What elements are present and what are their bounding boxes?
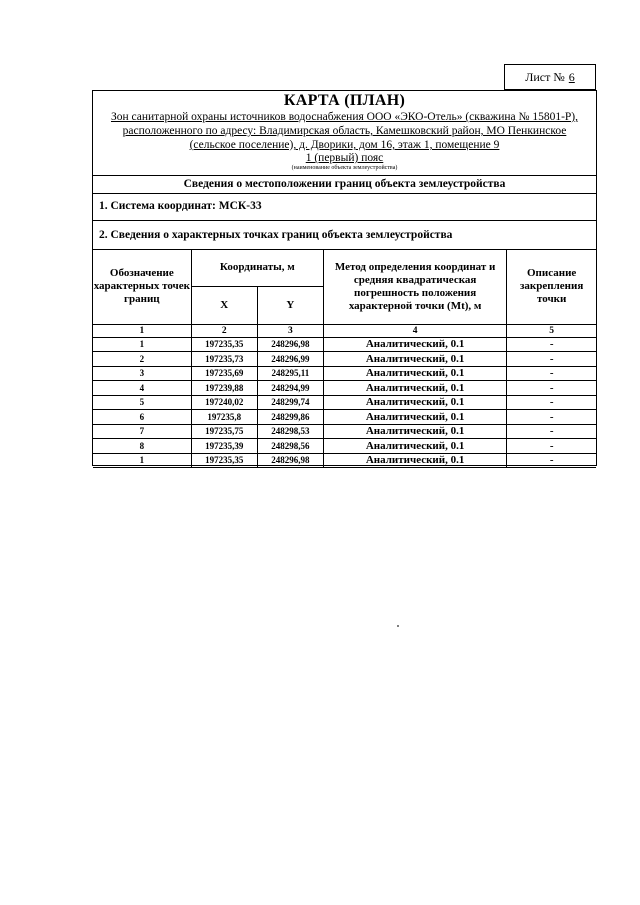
column-number-row — [93, 324, 596, 337]
document-title: КАРТА (ПЛАН) — [283, 92, 406, 109]
table-row — [93, 395, 596, 410]
point-cell: 2 — [93, 352, 191, 367]
method-cell: Аналитический, 0.1 — [323, 410, 506, 425]
method-cell: Аналитический, 0.1 — [323, 424, 506, 439]
description-cell: - — [507, 410, 596, 425]
column-number: 2 — [191, 324, 257, 337]
object-description: Зон санитарной охраны источников водоснабжения ООО «ЭКО-Отель» (скважина № 15801-Р), расположенного по адресу: Владимирская область, Камешковский район, МО Пенкинское (сельское поселение), д. Дворики, дом 16, этаж 1, помещение 9 — [110, 111, 579, 151]
title-block — [93, 91, 596, 176]
header-coords: Координаты, м — [191, 250, 323, 286]
point-cell: 5 — [93, 395, 191, 410]
point-cell: 1 — [93, 337, 191, 352]
zone-caption: (наименование объекта землеустройства) — [291, 165, 398, 171]
description-cell: - — [507, 424, 596, 439]
column-number: 5 — [507, 324, 596, 337]
x-cell: 197235,73 — [191, 352, 257, 367]
sheet-number: 6 — [568, 69, 575, 84]
table-row — [93, 381, 596, 396]
method-cell: Аналитический, 0.1 — [323, 395, 506, 410]
table-row — [93, 424, 596, 439]
method-cell: Аналитический, 0.1 — [323, 439, 506, 454]
header-method: Метод определения координат и средняя квадратическая погрешность положения характерной точки (Mt), м — [323, 250, 506, 324]
description-cell: - — [507, 366, 596, 381]
y-cell: 248294,99 — [257, 381, 323, 396]
description-cell: - — [507, 381, 596, 396]
method-cell: Аналитический, 0.1 — [323, 337, 506, 352]
y-cell: 248296,98 — [257, 337, 323, 352]
header-point: Обозначение характерных точек границ — [93, 250, 191, 324]
y-cell: 248299,74 — [257, 395, 323, 410]
y-cell: 248298,53 — [257, 424, 323, 439]
column-number: 3 — [257, 324, 323, 337]
y-cell: 248296,99 — [257, 352, 323, 367]
table-row — [93, 352, 596, 367]
x-cell: 197235,39 — [191, 439, 257, 454]
description-cell: - — [507, 453, 596, 468]
header-description: Описание закрепления точки — [507, 250, 596, 324]
x-cell: 197235,35 — [191, 453, 257, 468]
description-cell: - — [507, 352, 596, 367]
point-cell: 4 — [93, 381, 191, 396]
x-cell: 197240,02 — [191, 395, 257, 410]
point-cell: 8 — [93, 439, 191, 454]
y-cell: 248299,86 — [257, 410, 323, 425]
boundary-points-table — [93, 250, 596, 468]
method-cell: Аналитический, 0.1 — [323, 366, 506, 381]
description-cell: - — [507, 439, 596, 454]
table-row — [93, 366, 596, 381]
sheet-label: Лист № — [525, 69, 565, 84]
header-y: Y — [257, 286, 323, 324]
table-row — [93, 337, 596, 352]
description-cell: - — [507, 395, 596, 410]
x-cell: 197235,75 — [191, 424, 257, 439]
header-x: X — [191, 286, 257, 324]
y-cell: 248296,98 — [257, 453, 323, 468]
points-heading: 2. Сведения о характерных точках границ объекта землеустройства — [93, 221, 596, 250]
x-cell: 197235,69 — [191, 366, 257, 381]
x-cell: 197235,8 — [191, 410, 257, 425]
x-cell: 197239,88 — [191, 381, 257, 396]
y-cell: 248298,56 — [257, 439, 323, 454]
column-number: 1 — [93, 324, 191, 337]
sheet-number-box — [504, 64, 596, 90]
x-cell: 197235,35 — [191, 337, 257, 352]
description-cell: - — [507, 337, 596, 352]
zone-name: 1 (первый) пояс — [305, 152, 384, 164]
section-title: Сведения о местоположении границ объекта землеустройства — [93, 176, 596, 194]
y-cell: 248295,11 — [257, 366, 323, 381]
table-row — [93, 410, 596, 425]
method-cell: Аналитический, 0.1 — [323, 381, 506, 396]
document-frame — [92, 90, 597, 466]
point-cell: 1 — [93, 453, 191, 468]
point-cell: 7 — [93, 424, 191, 439]
point-cell: 3 — [93, 366, 191, 381]
table-row — [93, 453, 596, 468]
method-cell: Аналитический, 0.1 — [323, 352, 506, 367]
table-row — [93, 439, 596, 454]
scan-speck — [397, 625, 399, 627]
coordinate-system: 1. Система координат: МСК-33 — [93, 194, 596, 221]
method-cell: Аналитический, 0.1 — [323, 453, 506, 468]
column-number: 4 — [323, 324, 506, 337]
point-cell: 6 — [93, 410, 191, 425]
